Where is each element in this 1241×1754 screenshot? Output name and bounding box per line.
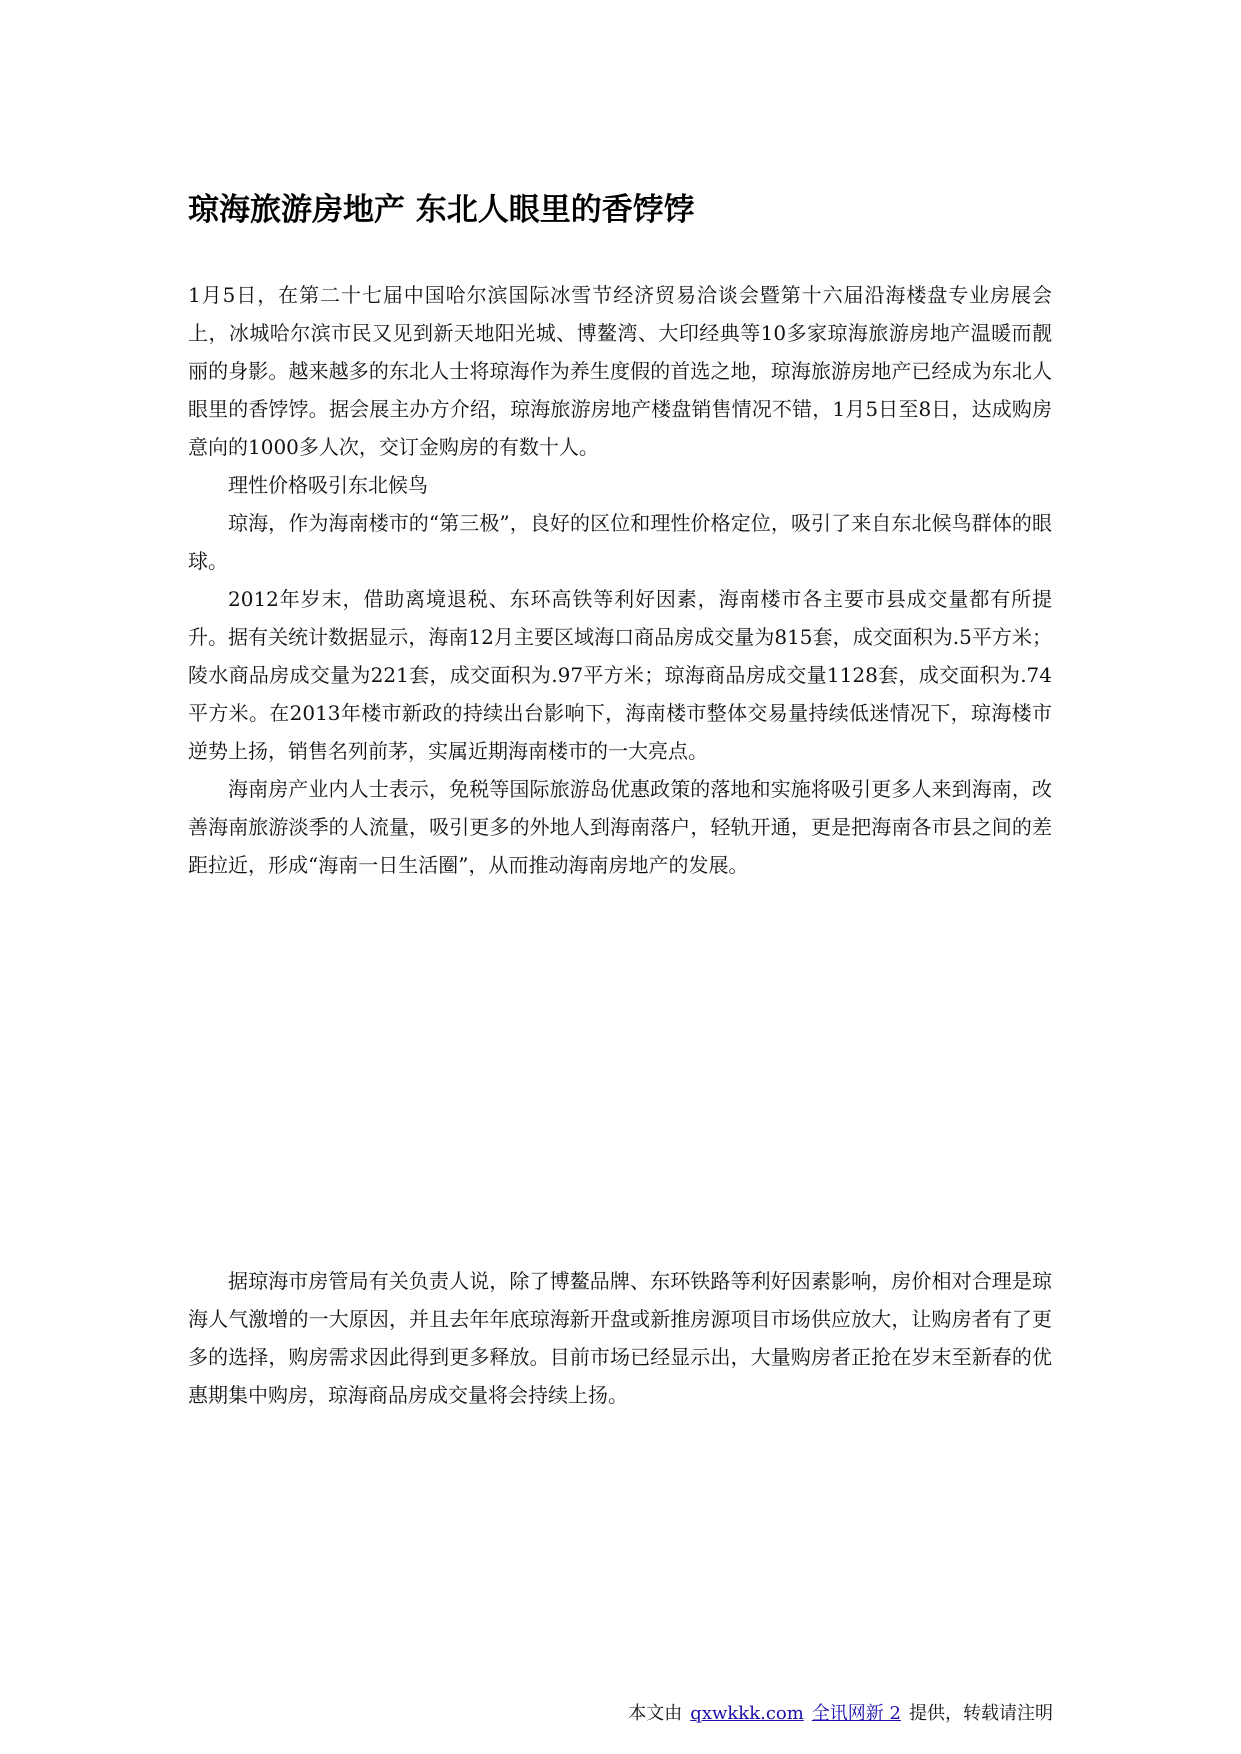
footer-link-quanxun[interactable]: 全讯网新 2 bbox=[811, 1703, 901, 1724]
article-body-bottom bbox=[188, 1262, 1052, 1414]
article-body-top bbox=[188, 276, 1052, 884]
article-title: 琼海旅游房地产 东北人眼里的香饽饽 bbox=[188, 192, 695, 228]
footer-suffix: 提供，转载请注明 bbox=[909, 1703, 1053, 1724]
section-subheading: 理性价格吸引东北候鸟 bbox=[228, 473, 428, 497]
source-footer bbox=[628, 1702, 1053, 1726]
paragraph-third-pole: 琼海，作为海南楼市的“第三极”，良好的区位和理性价格定位，吸引了来自东北候鸟群体的眼球。 bbox=[188, 511, 1052, 573]
footer-prefix: 本文由 bbox=[628, 1703, 683, 1724]
paragraph-industry-view: 海南房产业内人士表示，免税等国际旅游岛优惠政策的落地和实施将吸引更多人来到海南，改善海南旅游淡季的人流量，吸引更多的外地人到海南落户，轻轨开通，更是把海南各市县之间的差距拉近，形成“海南一日生活圈”，从而推动海南房地产的发展。 bbox=[188, 777, 1052, 877]
footer-link-qxwkkk[interactable]: qxwkkk.com bbox=[690, 1703, 804, 1724]
paragraph-housing-bureau: 据琼海市房管局有关负责人说，除了博鳌品牌、东环铁路等利好因素影响，房价相对合理是琼海人气激增的一大原因，并且去年年底琼海新开盘或新推房源项目市场供应放大，让购房者有了更多的选择，购房需求因此得到更多释放。目前市场已经显示出，大量购房者正抢在岁末至新春的优惠期集中购房，琼海商品房成交量将会持续上扬。 bbox=[188, 1269, 1052, 1407]
paragraph-intro: 1月5日，在第二十七届中国哈尔滨国际冰雪节经济贸易洽谈会暨第十六届沿海楼盘专业房展会上，冰城哈尔滨市民又见到新天地阳光城、博鳌湾、大印经典等10多家琼海旅游房地产温暖而靓丽的身影。越来越多的东北人士将琼海作为养生度假的首选之地，琼海旅游房地产已经成为东北人眼里的香饽饽。据会展主办方介绍，琼海旅游房地产楼盘销售情况不错，1月5日至8日，达成购房意向的1000多人次，交订金购房的有数十人。 bbox=[188, 283, 1052, 459]
paragraph-sales-data: 2012年岁末，借助离境退税、东环高铁等利好因素，海南楼市各主要市县成交量都有所提升。据有关统计数据显示，海南12月主要区域海口商品房成交量为815套，成交面积为.5平方米；陵水商品房成交量为221套，成交面积为.97平方米；琼海商品房成交量1128套，成交面积为.74平方米。在2013年楼市新政的持续出台影响下，海南楼市整体交易量持续低迷情况下，琼海楼市逆势上扬，销售名列前茅，实属近期海南楼市的一大亮点。 bbox=[188, 587, 1052, 763]
